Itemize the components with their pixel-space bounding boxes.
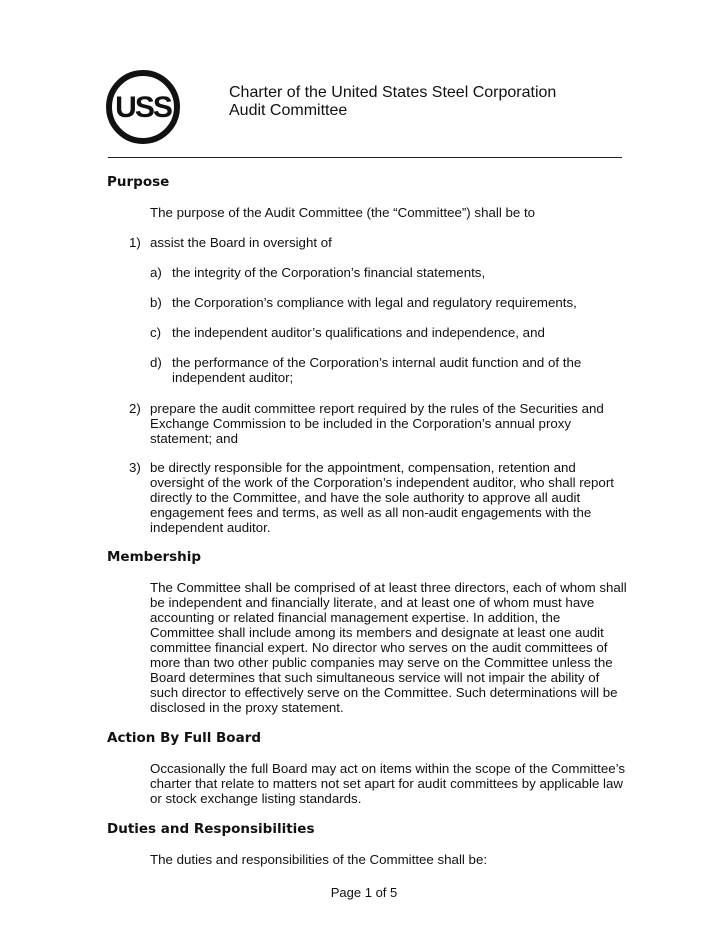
subitem-letter: c) [150, 325, 162, 340]
list-item-text: engagement fees and terms, as well as all non-audit engagements with the [150, 505, 592, 520]
list-item-text: statement; and [150, 431, 238, 446]
list-item-number: 1) [129, 235, 141, 250]
membership-text-line: such director to effectively serve on the Committee. Such determinations will be [150, 685, 618, 700]
subitem-text: the independent auditor’s qualifications and independence, and [172, 325, 545, 340]
membership-text-line: The Committee shall be comprised of at least three directors, each of whom shall [150, 580, 627, 595]
list-item-text: directly to the Committee, and have the sole authority to approve all audit [150, 490, 581, 505]
list-item-number: 3) [129, 460, 141, 475]
membership-text-line: Committee shall include among its members and designate at least one audit [150, 625, 604, 640]
section-heading-action: Action By Full Board [107, 730, 262, 746]
list-item-text: prepare the audit committee report required by the rules of the Securities and [150, 401, 604, 416]
list-item-text: Exchange Commission to be included in the Corporation’s annual proxy [150, 416, 572, 431]
section-heading-membership: Membership [107, 549, 202, 565]
membership-text-line: Board determines that such simultaneous service will not impair the ability of [150, 670, 600, 685]
title-line-1: Charter of the United States Steel Corporation [229, 84, 557, 101]
list-item-text: independent auditor. [150, 520, 271, 535]
membership-text-line: accounting or related financial management expertise. In addition, the [150, 610, 561, 625]
membership-text-line: be independent and financially literate, and at least one of whom must have [150, 595, 595, 610]
list-item-text: oversight of the work of the Corporation’s independent auditor, who shall report [150, 475, 614, 490]
subitem-text: the Corporation’s compliance with legal and regulatory requirements, [172, 295, 577, 310]
subitem-text: the performance of the Corporation’s internal audit function and of the [172, 355, 582, 370]
title-line-2: Audit Committee [229, 102, 348, 119]
subitem-letter: a) [150, 265, 162, 280]
uss-logo [105, 69, 181, 145]
duties-text-line: The duties and responsibilities of the Committee shall be: [150, 852, 488, 867]
section-heading-purpose: Purpose [107, 174, 170, 190]
subitem-letter: d) [150, 355, 162, 370]
action-text-line: or stock exchange listing standards. [150, 791, 362, 806]
list-item-text: assist the Board in oversight of [150, 235, 332, 250]
document-title [229, 84, 556, 120]
action-text-line: charter that relate to matters not set apart for audit committees by applicable law [150, 776, 624, 791]
subitem-letter: b) [150, 295, 162, 310]
subitem-text: the integrity of the Corporation’s financial statements, [172, 265, 486, 280]
membership-text-line: committee financial expert. No director who serves on the audit committees of [150, 640, 608, 655]
list-item-text: be directly responsible for the appointment, compensation, retention and [150, 460, 576, 475]
section-heading-duties: Duties and Responsibilities [107, 821, 315, 837]
header-divider [108, 157, 622, 158]
logo-text: USS [115, 91, 171, 124]
purpose-intro: The purpose of the Audit Committee (the “Committee”) shall be to [150, 205, 536, 220]
list-item-number: 2) [129, 401, 141, 416]
action-text-line: Occasionally the full Board may act on items within the scope of the Committee’s [150, 761, 625, 776]
membership-text-line: disclosed in the proxy statement. [150, 700, 344, 715]
subitem-text: independent auditor; [172, 370, 294, 385]
membership-text-line: more than two other public companies may serve on the Committee unless the [150, 655, 613, 670]
page-number: Page 1 of 5 [330, 885, 398, 900]
